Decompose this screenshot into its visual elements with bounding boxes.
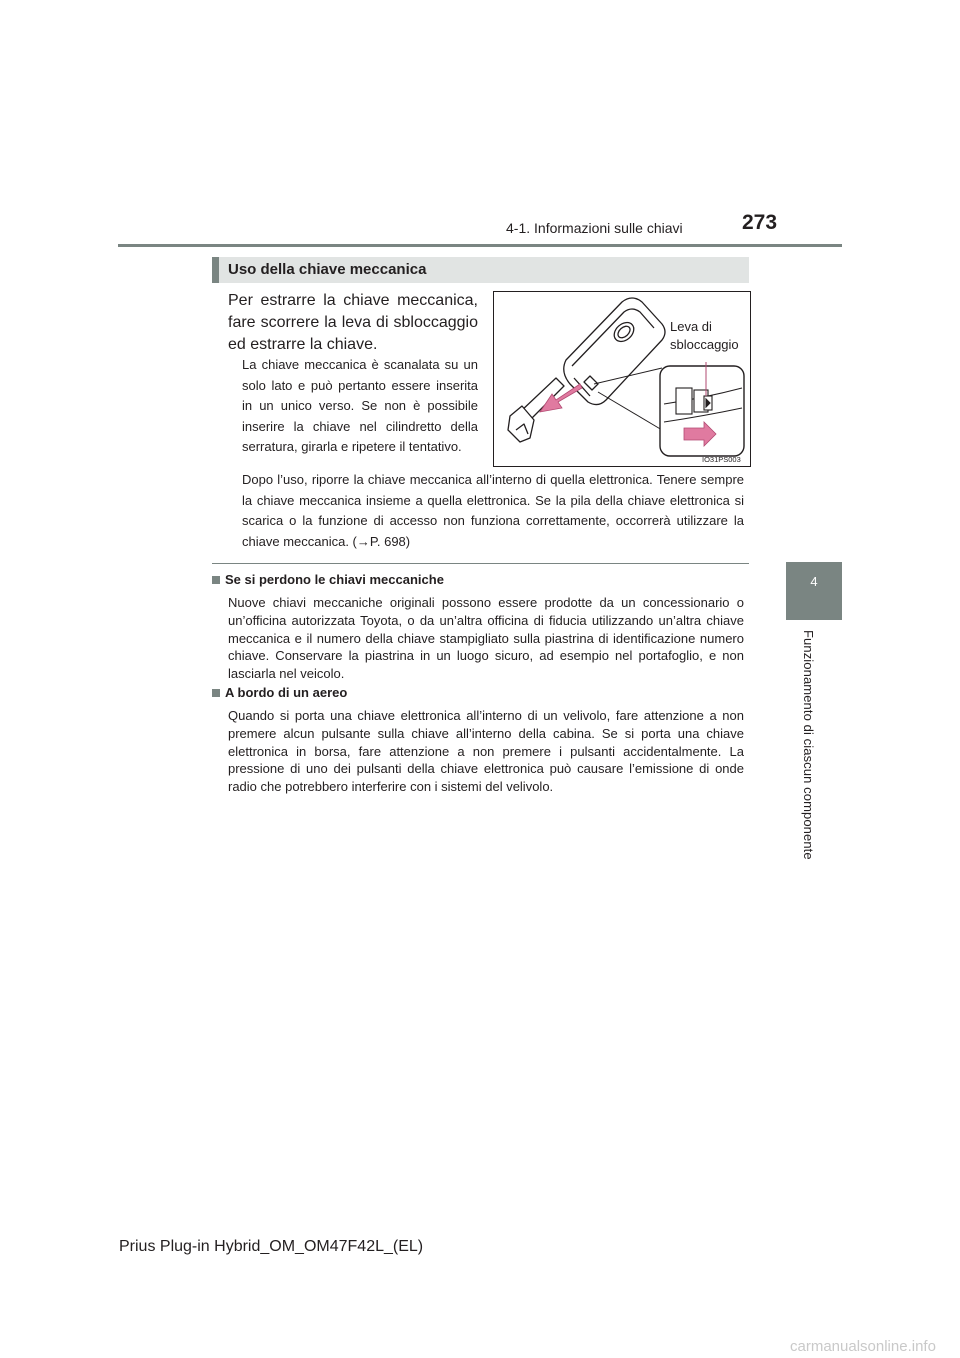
page-number: 273 (742, 211, 778, 234)
header-rule (118, 244, 842, 247)
callout-release-lever (670, 318, 739, 354)
section-heading-marker (212, 257, 219, 283)
info-title-text: A bordo di un aereo (225, 685, 348, 700)
bullet-square-icon (212, 689, 220, 697)
info-title-aircraft (212, 685, 347, 700)
callout-line-1: Leva di (670, 319, 712, 334)
note-paragraph-2: Dopo l’uso, riporre la chiave meccanica all’interno di quella elettronica. Tenere sempre la chiave meccanica insieme a quella elettronica. Se la pila della chiave elettronica si scarica o la funzione di accesso non funziona correttamente, occorrerà utilizzare la chiave meccanica. (→P. 698) (242, 472, 744, 549)
note-paragraph-1: La chiave meccanica è scanalata su un solo lato e può pertanto essere inserita in un unico verso. Se non è possibile inserire la chiave nel cilindretto della serratura, girarla e ripetere il tentativo. (242, 357, 478, 454)
figure-code: IO31PS003 (702, 455, 741, 464)
bullet-square-icon (212, 576, 220, 584)
info-title-text: Se si perdono le chiavi meccaniche (225, 572, 444, 587)
info-body-aircraft: Quando si porta una chiave elettronica all’interno di un velivolo, fare attenzione a non premere alcun pulsante sulla chiave all’interno della cabina. Se si porta una chiave elettronica in borsa, fare attenzione a non premere i pulsanti accidentalmente. La pressione di uno dei pulsanti della chiave elettronica può causare l’emissione di onde radio che potrebbero interferire con i sistemi del velivolo. (228, 708, 744, 795)
section-heading: Uso della chiave meccanica (228, 261, 427, 278)
chapter-tab (786, 562, 842, 620)
footer-document-id: Prius Plug-in Hybrid_OM_OM47F42L_(EL) (119, 1238, 424, 1255)
info-title-lost-keys (212, 572, 444, 587)
chapter-tab-number: 4 (810, 574, 818, 589)
watermark: carmanualsonline.info (790, 1338, 936, 1355)
intro-paragraph: Per estrarre la chiave meccanica, fare scorrere la leva di sbloccaggio ed estrarre la chiave. (228, 292, 478, 353)
chapter-tab-label: Funzionamento di ciascun componente (801, 630, 816, 860)
info-body-lost-keys: Nuove chiavi meccaniche originali possono essere prodotte da un concessionario o un’officina autorizzata Toyota, o da un’altra officina di fiducia utilizzando un’altra chiave meccanica e il numero della chiave stampigliato sulla piastrina di identificazione numero chiave. Conservare la piastrina in un luogo sicuro, ad esempio nel portafoglio, e non lasciarla nel veicolo. (228, 595, 744, 682)
section-divider (212, 563, 749, 564)
callout-line-2: sbloccaggio (670, 337, 739, 352)
running-header-section: 4-1. Informazioni sulle chiavi (506, 220, 683, 236)
